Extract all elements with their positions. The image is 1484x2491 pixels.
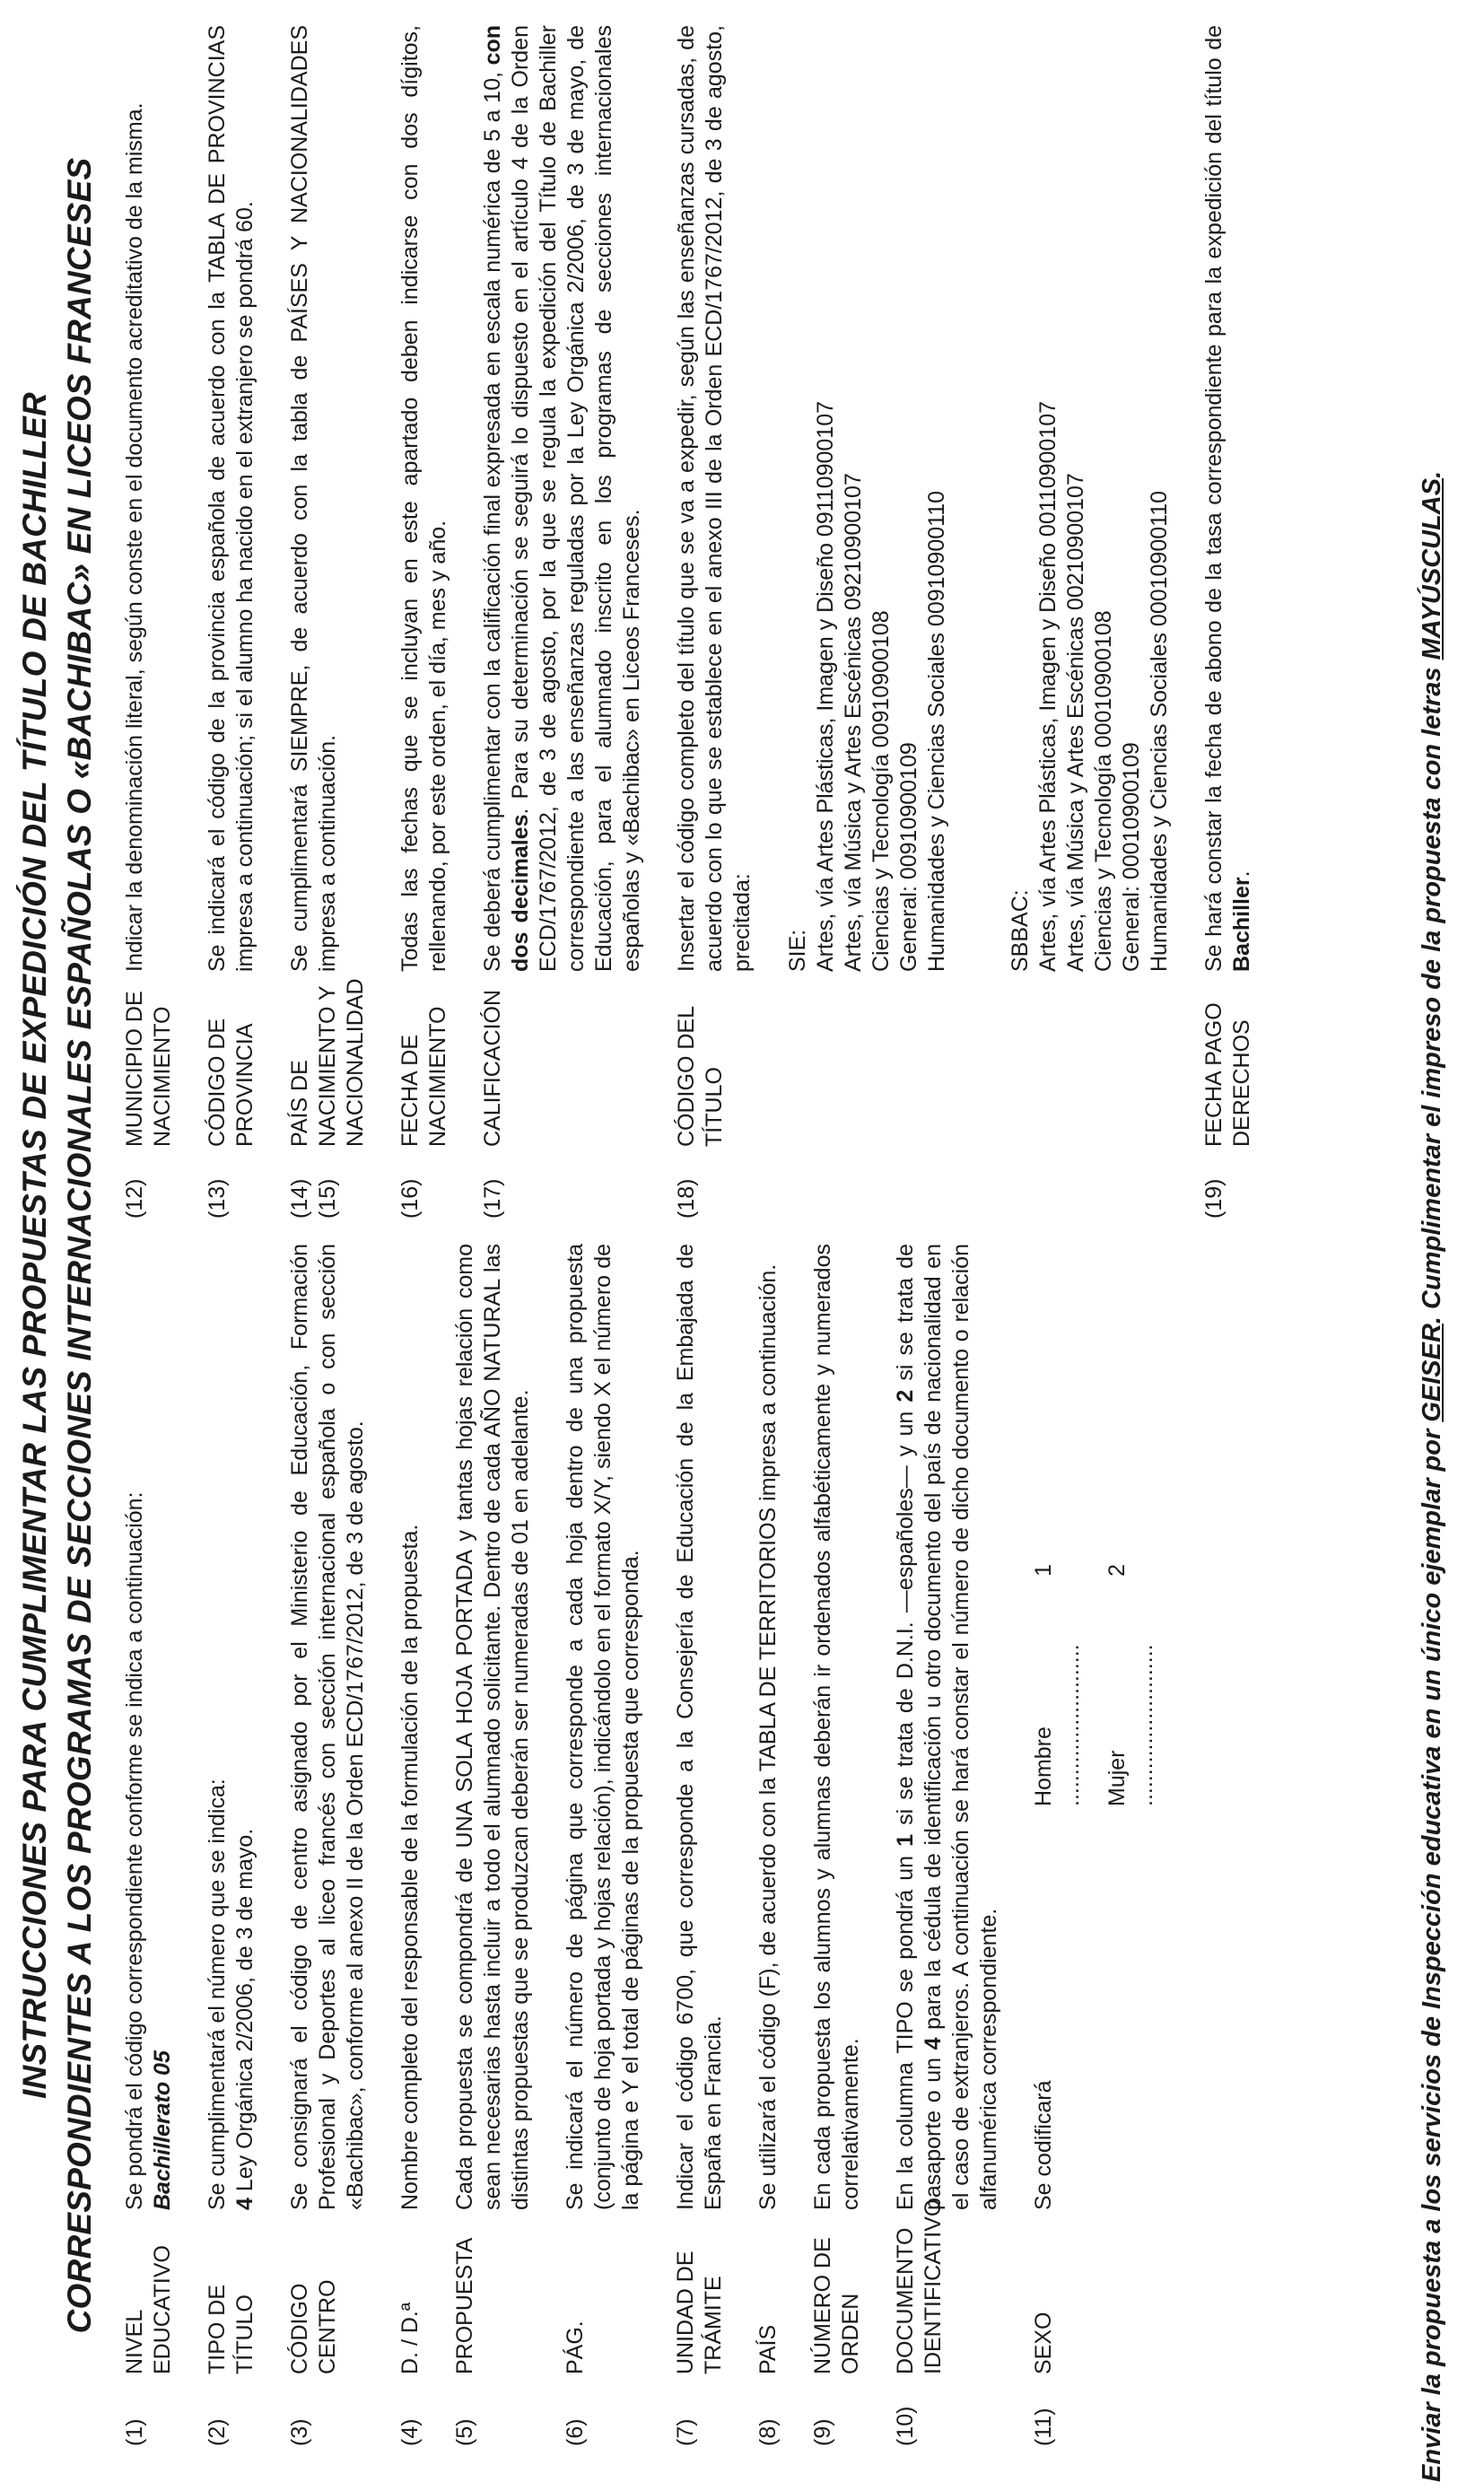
item-number: (9) [810,2418,835,2446]
sbbac-code: Artes, vía Música y Artes Escénicas 00210900107 [1063,473,1088,972]
item-label: TIPO DE TÍTULO [205,2284,258,2374]
item-label: MUNICIPIO DE NACIMIENTO [122,991,175,1147]
instruction-item [397,25,452,1219]
item-description: Nombre completo del responsable de la formulación de la propuesta. [397,1524,423,2210]
item-description: Todas las fechas que se incluyan en este apartado deben indicarse con dos dígitos, rellenando, por este orden, el día, mes y año. [397,25,450,972]
instruction-item [479,25,646,1219]
left-column [121,1244,1186,2446]
item-code: Bachillerato 05 [150,2050,175,2210]
item-code-number: 4 [232,2198,258,2210]
instruction-item [1030,1244,1159,2446]
item-label: CALIFICACIÓN [480,989,505,1147]
sie-code: Artes, vía Artes Plásticas, Imagen y Diseño 09110900107 [813,400,838,972]
right-column [121,25,1283,1219]
item-code-text: Ley Orgánica 2/2006, de 3 de mayo. [232,1828,258,2198]
sie-code: Artes, vía Música y Artes Escénicas 09210900107 [841,473,866,972]
instruction-item [286,25,370,1219]
instruction-item [755,1244,782,2446]
sbbac-code: Humanidades y Ciencias Sociales 00010900110 [1147,491,1172,972]
item-number: (12) [122,1178,147,1219]
item-description: Cada propuesta se compondrá de UNA SOLA HOJA PORTADA y tantas hojas relación como sean necesarias hasta incluir a todo el alumnado solicitante. Dentro de cada AÑO NATURAL las distintas propuestas que se produzcan deberán ser numeradas de 01 en adelante. [452,1244,533,2210]
item-number: (2) [205,2418,230,2446]
item-description [1030,1244,1159,2210]
item-text: Insertar el código completo del título que se va a expedir, según las enseñanzas cursadas, de acuerdo con lo que se establece en el anexo III de la Orden ECD/1767/2012, de 3 de agosto, precitada: [674,25,755,972]
sbbac-heading: SBBAC: [1008,889,1033,972]
sie-code: General: 0091090010​9 [896,742,921,972]
item-number: (3) [287,2418,312,2446]
sie-code: Humanidades y Ciencias Sociales 00910900110 [924,491,949,972]
instruction-item [672,1244,728,2446]
item-number: (17) [480,1178,505,1219]
item-label: D. / D.ª [397,2302,423,2374]
item-description [204,1244,259,2210]
item-description: Se cumplimentará SIEMPRE, de acuerdo con la tabla de PAÍSES Y NACIONALIDADES impresa a continuación. [287,25,340,972]
item-label: CÓDIGO CENTRO [287,2279,340,2374]
item-description: Se consignará el código de centro asignado por el Ministerio de Educación, Formación Profesional y Deportes al liceo francés con sección internacional española o con sección «Bachibac», conforme al anexo II de la Orden ECD/1767/2012, de 3 de agosto. [287,1244,368,2210]
item-number: (1) [122,2418,147,2446]
item-description: Indicar el código 6700, que corresponde a la Consejería de Educación de la Embajada de España en Francia. [673,1244,726,2210]
item-label: PROPUESTA [452,2237,477,2374]
item-number: (14) (15) [287,1178,340,1219]
item-number: (10) [893,2406,918,2446]
sex-code-female: 2 [1104,1564,1130,1577]
item-number: (16) [397,1178,423,1219]
item-number: (11) [1031,2408,1056,2446]
item-number: (4) [397,2418,423,2446]
item-number: (19) [1201,1178,1226,1219]
instruction-item [121,25,177,1219]
item-description [673,25,1174,972]
item-label: PAÍS [755,2324,781,2374]
item-label: DOCUMENTO IDENTIFICATIVO [893,2198,946,2374]
item-number: (18) [674,1178,699,1219]
item-label: CÓDIGO DEL TÍTULO [674,1006,727,1147]
item-text: Se cumplimentará el número que se indica: [205,1779,230,2210]
item-description: Se indicará el número de página que corresponde a cada hoja dentro de una propuesta (conjunto de hoja portada y hojas relación), indicándolo en el formato X/Y, siendo X el número de la página e Y el total de páginas de la propuesta que corresponda. [563,1244,643,2210]
item-description: Se indicará el código de la provincia española de acuerdo con la TABLA DE PROVINCIAS impresa a continuación; si el alumno ha nacido en el extranjero se pondrá 60. [205,25,258,972]
item-number: (6) [563,2418,588,2446]
sex-option-female: Mujer .......................... [1104,1644,1157,1806]
item-description: En cada propuesta los alumnos y alumnas deberán ir ordenados alfabéticamente y numerados correlativamente. [810,1244,863,2210]
sie-heading: SIE: [785,929,810,972]
instruction-item [562,1244,645,2446]
item-number: (7) [673,2418,698,2446]
instruction-item [673,25,1174,1219]
instruction-item [892,1244,1003,2446]
item-label: PÁG. [563,2321,588,2374]
item-label: FECHA PAGO DERECHOS [1201,1002,1254,1147]
item-label: PAÍS DE NACIMIENTO Y NACIONALIDAD [287,978,368,1147]
sbbac-code: Ciencias y Tecnología 00010900108 [1091,610,1116,972]
item-label: NÚMERO DE ORDEN [810,2237,863,2374]
item-label: CÓDIGO DE PROVINCIA [205,1018,258,1147]
item-description: Se utilizará el código (F), de acuerdo con la TABLA DE TERRITORIOS impresa a continuación. [755,1263,781,2210]
item-label: UNIDAD DE TRÁMITE [673,2251,726,2374]
item-number: (13) [205,1178,230,1219]
page-title-line-1: INSTRUCCIONES PARA CUMPLIMENTAR LAS PROPUESTAS DE EXPEDICIÓN DEL TÍTULO DE BACHILLER [16,392,53,2099]
footer-note: Enviar la propuesta a los servicios de Inspección educativa en un único ejemplar por GEISER. Cumplimentar el impreso de la propuesta con letras MAYÚSCULAS. [1418,470,1446,2482]
item-label: NIVEL EDUCATIVO [122,2245,175,2374]
item-description [121,1244,177,2210]
instruction-item [397,1244,424,2446]
instruction-item [121,1244,177,2446]
item-description: En la columna TIPO se pondrá un 1 si se trata de D.N.I. —españoles— y un 2 si se trata de pasaporte o un 4 para la cédula de identificación u otro documento del país de nacionalidad en el caso de extranjeros. A continuación se hará constar el número de dicho documento o relación alfanumérica correspondiente. [893,1244,1001,2210]
item-text: Se pondrá el código correspondiente conforme se indica a continuación: [122,1491,147,2210]
sbbac-code: Artes, vía Artes Plásticas, Imagen y Diseño 00110900107 [1035,400,1061,972]
sie-code: Ciencias y Tecnología 00910900108 [869,610,894,972]
instruction-item [204,25,259,1219]
instruction-item [1200,25,1256,1219]
footer-emphasis-geiser: GEISER [1418,1324,1446,1422]
instruction-item [204,1244,259,2446]
item-number: (5) [452,2418,477,2446]
item-number: (8) [755,2418,781,2446]
page-title-line-2: CORRESPONDIENTES A LOS PROGRAMAS DE SECCIONES INTERNACIONALES ESPAÑOLAS O «BACHIBAC» EN LICEOS FRANCESES [61,157,98,2334]
footer-emphasis-mayusculas: MAYÚSCULAS [1418,477,1446,660]
sex-code-male: 1 [1031,1564,1056,1577]
sex-option-male: Hombre .......................... [1031,1644,1084,1806]
item-label: FECHA DE NACIMIENTO [397,1006,450,1147]
instruction-item [451,1244,535,2446]
sbbac-code: General: 00010900109 [1119,742,1144,972]
item-text: Se codificará [1031,2080,1056,2210]
item-description: Indicar la denominación literal, según conste en el documento acreditativo de la misma. [122,102,147,972]
item-description: Se hará constar la fecha de abono de la tasa correspondiente para la expedición del título de Bachiller. [1201,25,1254,972]
instruction-item [809,1244,865,2446]
item-label: SEXO [1031,2312,1056,2374]
instruction-item [286,1244,370,2446]
item-description: Se deberá cumplimentar con la calificación final expresada en escala numérica de 5 a 10, con dos decimales. Para su determinación se seguirá lo dispuesto en el artículo 4 de la Orden ECD/1767/2012, de 3 de agosto, por la que se regula la expedición del Título de Bachiller correspondiente a las enseñanzas reguladas por la Ley Orgánica 2/2006, de 3 de mayo, de Educación, para el alumnado inscrito en los programas de secciones internacionales españolas y «Bachibac» en Liceos Franceses. [480,25,644,972]
